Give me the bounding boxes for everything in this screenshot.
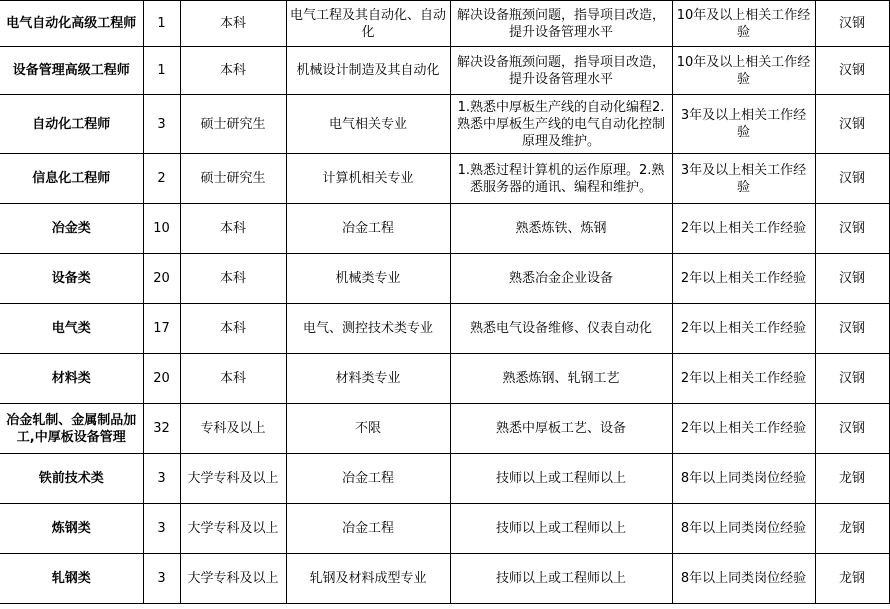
cell-requirement: 解决设备瓶颈问题，指导项目改造，提升设备管理水平 xyxy=(450,47,672,95)
cell-company: 汉钢 xyxy=(815,254,889,304)
cell-experience: 8年以上同类岗位经验 xyxy=(672,454,815,504)
cell-position: 信息化工程师 xyxy=(0,154,143,204)
cell-major: 机械设计制造及其自动化 xyxy=(286,47,450,95)
cell-education: 硕士研究生 xyxy=(180,154,286,204)
cell-major: 冶金工程 xyxy=(286,204,450,254)
table-row xyxy=(0,1,889,47)
cell-major: 电气工程及其自动化、自动化 xyxy=(286,1,450,47)
cell-education: 本科 xyxy=(180,47,286,95)
cell-experience: 2年以上相关工作经验 xyxy=(672,254,815,304)
cell-education: 大学专科及以上 xyxy=(180,454,286,504)
cell-education: 本科 xyxy=(180,204,286,254)
cell-company: 汉钢 xyxy=(815,304,889,354)
cell-experience: 8年以上同类岗位经验 xyxy=(672,504,815,554)
cell-education: 大学专科及以上 xyxy=(180,504,286,554)
cell-company: 汉钢 xyxy=(815,47,889,95)
table-row xyxy=(0,554,889,604)
cell-education: 专科及以上 xyxy=(180,404,286,454)
cell-count: 1 xyxy=(143,1,180,47)
cell-company: 汉钢 xyxy=(815,95,889,154)
cell-major: 冶金工程 xyxy=(286,454,450,504)
cell-education: 本科 xyxy=(180,254,286,304)
cell-education: 本科 xyxy=(180,304,286,354)
cell-count: 2 xyxy=(143,154,180,204)
cell-requirement: 熟悉炼铁、炼钢 xyxy=(450,204,672,254)
cell-company: 龙钢 xyxy=(815,504,889,554)
table-row xyxy=(0,47,889,95)
cell-position: 自动化工程师 xyxy=(0,95,143,154)
cell-education: 硕士研究生 xyxy=(180,95,286,154)
cell-requirement: 熟悉电气设备维修、仪表自动化 xyxy=(450,304,672,354)
cell-experience: 3年及以上相关工作经验 xyxy=(672,95,815,154)
cell-count: 3 xyxy=(143,454,180,504)
cell-company: 汉钢 xyxy=(815,154,889,204)
cell-experience: 2年以上相关工作经验 xyxy=(672,204,815,254)
cell-major: 计算机相关专业 xyxy=(286,154,450,204)
table-row xyxy=(0,95,889,154)
table-row xyxy=(0,404,889,454)
cell-education: 本科 xyxy=(180,354,286,404)
cell-requirement: 技师以上或工程师以上 xyxy=(450,554,672,604)
cell-company: 龙钢 xyxy=(815,554,889,604)
cell-position: 铁前技术类 xyxy=(0,454,143,504)
cell-count: 17 xyxy=(143,304,180,354)
cell-count: 10 xyxy=(143,204,180,254)
cell-requirement: 熟悉中厚板工艺、设备 xyxy=(450,404,672,454)
table-row xyxy=(0,304,889,354)
cell-major: 材料类专业 xyxy=(286,354,450,404)
cell-position: 电气类 xyxy=(0,304,143,354)
cell-requirement: 1.熟悉过程计算机的运作原理。2.熟悉服务器的通讯、编程和维护。 xyxy=(450,154,672,204)
cell-major: 电气相关专业 xyxy=(286,95,450,154)
cell-position: 设备类 xyxy=(0,254,143,304)
recruitment-table-body xyxy=(0,1,889,604)
table-row xyxy=(0,504,889,554)
table-row xyxy=(0,254,889,304)
cell-position: 冶金轧制、金属制品加工,中厚板设备管理 xyxy=(0,404,143,454)
cell-position: 炼钢类 xyxy=(0,504,143,554)
cell-experience: 3年及以上相关工作经验 xyxy=(672,154,815,204)
cell-company: 龙钢 xyxy=(815,454,889,504)
cell-experience: 10年及以上相关工作经验 xyxy=(672,47,815,95)
cell-company: 汉钢 xyxy=(815,204,889,254)
cell-experience: 10年及以上相关工作经验 xyxy=(672,1,815,47)
cell-requirement: 熟悉炼钢、轧钢工艺 xyxy=(450,354,672,404)
cell-position: 材料类 xyxy=(0,354,143,404)
cell-position: 电气自动化高级工程师 xyxy=(0,1,143,47)
cell-requirement: 熟悉冶金企业设备 xyxy=(450,254,672,304)
cell-company: 汉钢 xyxy=(815,404,889,454)
cell-major: 轧钢及材料成型专业 xyxy=(286,554,450,604)
cell-requirement: 解决设备瓶颈问题，指导项目改造，提升设备管理水平 xyxy=(450,1,672,47)
cell-major: 电气、测控技术类专业 xyxy=(286,304,450,354)
cell-count: 20 xyxy=(143,354,180,404)
table-row xyxy=(0,204,889,254)
table-row xyxy=(0,154,889,204)
cell-experience: 8年以上同类岗位经验 xyxy=(672,554,815,604)
cell-count: 3 xyxy=(143,95,180,154)
cell-count: 32 xyxy=(143,404,180,454)
cell-education: 大学专科及以上 xyxy=(180,554,286,604)
cell-major: 机械类专业 xyxy=(286,254,450,304)
cell-experience: 2年以上相关工作经验 xyxy=(672,304,815,354)
cell-position: 轧钢类 xyxy=(0,554,143,604)
table-row xyxy=(0,454,889,504)
cell-company: 汉钢 xyxy=(815,354,889,404)
cell-major: 不限 xyxy=(286,404,450,454)
cell-position: 冶金类 xyxy=(0,204,143,254)
cell-requirement: 1.熟悉中厚板生产线的自动化编程2.熟悉中厚板生产线的电气自动化控制原理及维护。 xyxy=(450,95,672,154)
cell-major: 冶金工程 xyxy=(286,504,450,554)
cell-experience: 2年以上相关工作经验 xyxy=(672,354,815,404)
cell-requirement: 技师以上或工程师以上 xyxy=(450,504,672,554)
cell-company: 汉钢 xyxy=(815,1,889,47)
table-row xyxy=(0,354,889,404)
cell-count: 3 xyxy=(143,554,180,604)
cell-experience: 2年以上相关工作经验 xyxy=(672,404,815,454)
cell-count: 3 xyxy=(143,504,180,554)
cell-education: 本科 xyxy=(180,1,286,47)
cell-position: 设备管理高级工程师 xyxy=(0,47,143,95)
cell-requirement: 技师以上或工程师以上 xyxy=(450,454,672,504)
cell-count: 1 xyxy=(143,47,180,95)
cell-count: 20 xyxy=(143,254,180,304)
